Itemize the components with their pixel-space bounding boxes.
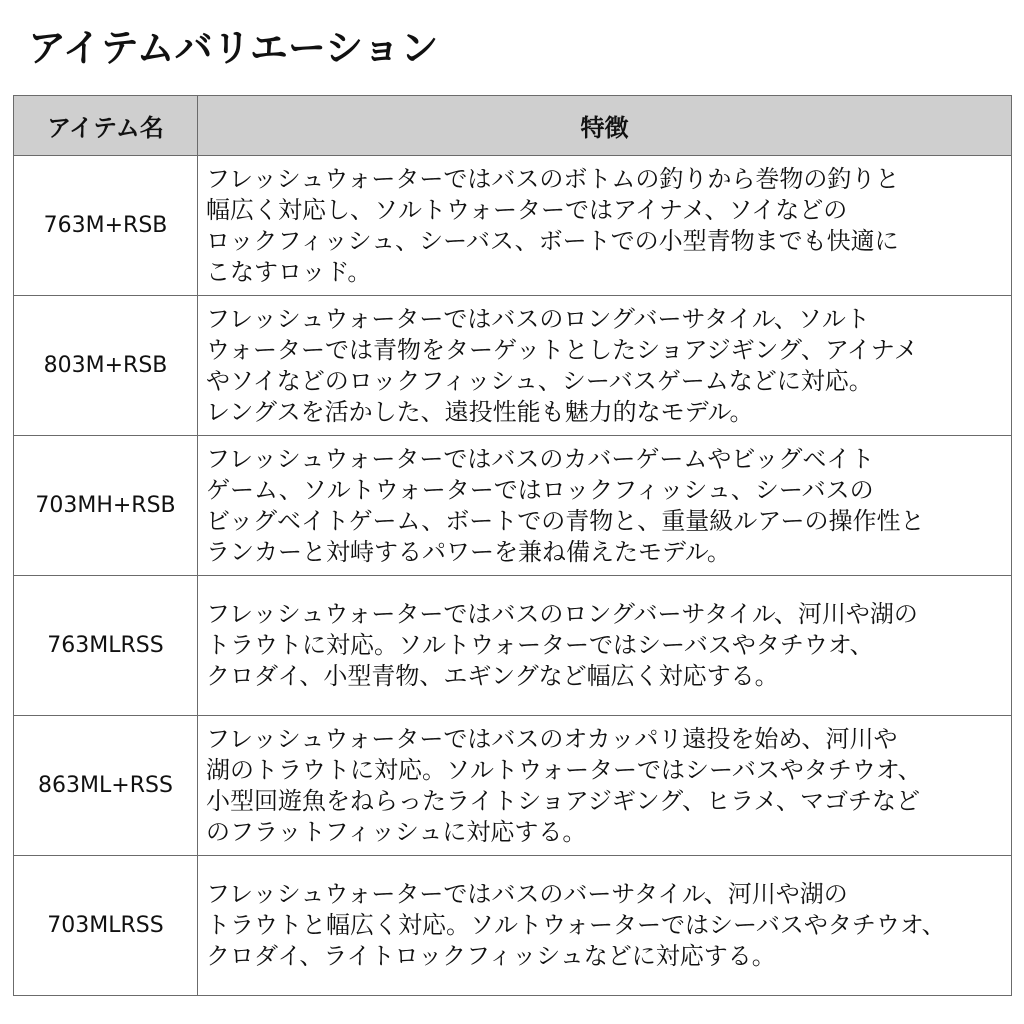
table-row xyxy=(14,856,1012,996)
feature-text-line: ゲーム、ソルトウォーターではロックフィッシュ、シーバスの xyxy=(206,475,874,504)
feature-text-line: トラウトと幅広く対応。ソルトウォーターではシーバスやタチウオ、 xyxy=(206,911,946,939)
feature-cell xyxy=(198,856,1012,996)
feature-text-line: こなすロッド。 xyxy=(206,257,372,286)
feature-text-line: ウォーターでは青物をターゲットとしたショアジギング、アイナメ xyxy=(206,335,918,364)
feature-text-line: 小型回遊魚をねらったライトショアジギング、ヒラメ、マゴチなど xyxy=(206,786,920,815)
feature-text-line: やソイなどのロックフィッシュ、シーバスゲームなどに対応。 xyxy=(206,366,873,395)
feature-text-line: トラウトに対応。ソルトウォーターではシーバスやタチウオ、 xyxy=(206,631,874,659)
feature-text-line: クロダイ、ライトロックフィッシュなどに対応する。 xyxy=(206,942,776,970)
feature-text-line: フレッシュウォーターではバスのオカッパリ遠投を始め、河川や xyxy=(206,724,898,753)
feature-text-line: ランカーと対峙するパワーを兼ね備えたモデル。 xyxy=(206,537,731,566)
feature-text-line: クロダイ、小型青物、エギングなど幅広く対応する。 xyxy=(206,662,779,690)
feature-text-line: フレッシュウォーターではバスのロングバーサタイル、ソルト xyxy=(206,304,870,333)
column-header-features: 特徴 xyxy=(198,96,1012,156)
feature-text-line: ビッグベイトゲーム、ボートでの青物と、重量級ルアーの操作性と xyxy=(206,506,925,535)
feature-text-line: ロックフィッシュ、シーバス、ボートでの小型青物までも快適に xyxy=(206,226,899,255)
table-row xyxy=(14,156,1012,296)
feature-cell xyxy=(198,156,1012,296)
feature-text-line: のフラットフィッシュに対応する。 xyxy=(206,817,587,846)
feature-cell xyxy=(198,436,1012,576)
column-header-item-name: アイテム名 xyxy=(14,96,198,156)
feature-text-line: フレッシュウォーターではバスのバーサタイル、河川や湖の xyxy=(206,880,848,908)
table-body xyxy=(14,156,1012,996)
item-name-cell: 703MLRSS xyxy=(14,856,198,996)
table-row xyxy=(14,436,1012,576)
feature-text-line: フレッシュウォーターではバスのロングバーサタイル、河川や湖の xyxy=(206,600,918,628)
feature-cell xyxy=(198,296,1012,436)
item-name-cell: 703MH+RSB xyxy=(14,436,198,576)
item-name-cell: 803M+RSB xyxy=(14,296,198,436)
item-variation-table xyxy=(13,95,1012,996)
table-row xyxy=(14,716,1012,856)
feature-text-line: フレッシュウォーターではバスのボトムの釣りから巻物の釣りと xyxy=(206,164,900,193)
feature-text-line: 幅広く対応し、ソルトウォーターではアイナメ、ソイなどの xyxy=(206,195,848,224)
feature-cell xyxy=(198,716,1012,856)
feature-text-line: 湖のトラウトに対応。ソルトウォーターではシーバスやタチウオ、 xyxy=(206,755,922,784)
table-row xyxy=(14,576,1012,716)
page-title: アイテムバリエーション xyxy=(28,26,439,70)
item-name-cell: 863ML+RSS xyxy=(14,716,198,856)
feature-text-line: レングスを活かした、遠投性能も魅力的なモデル。 xyxy=(206,397,754,426)
item-name-cell: 763MLRSS xyxy=(14,576,198,716)
item-name-cell: 763M+RSB xyxy=(14,156,198,296)
feature-text-line: フレッシュウォーターではバスのカバーゲームやビッグベイト xyxy=(206,444,875,473)
feature-cell xyxy=(198,576,1012,716)
table-header-row xyxy=(14,96,1012,156)
table-row xyxy=(14,296,1012,436)
